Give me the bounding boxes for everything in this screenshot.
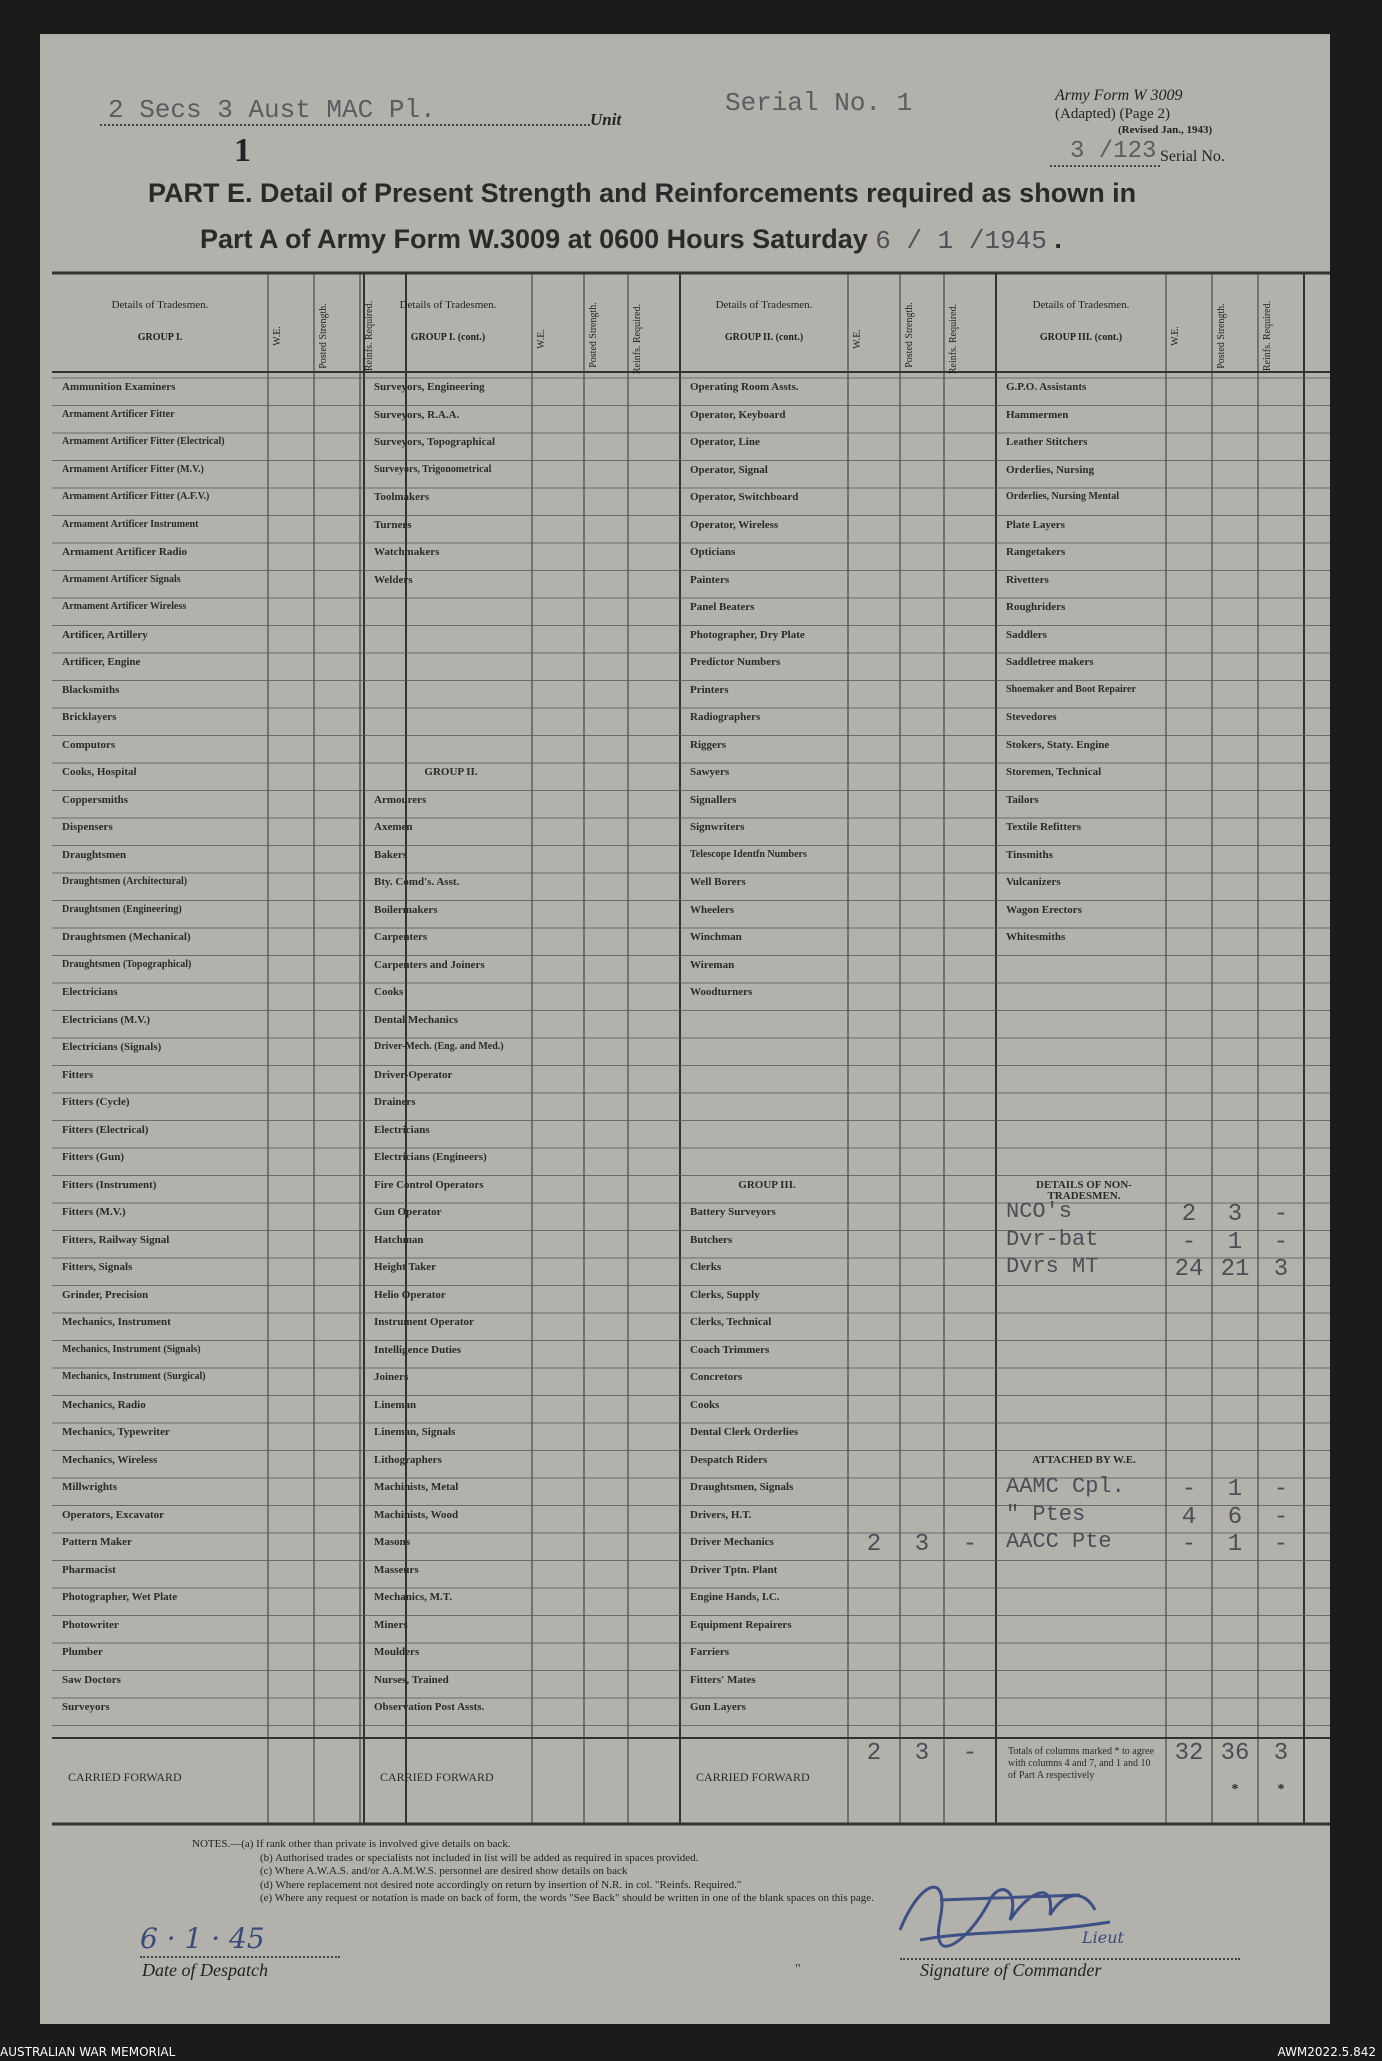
trade-row-label: Surveyors, Trigonometrical (374, 463, 492, 475)
trade-row-label: Mechanics, Instrument (62, 1316, 171, 1328)
trade-row-label: Clerks, Technical (690, 1316, 772, 1328)
trade-row-label: Observation Post Assts. (374, 1701, 485, 1713)
archive-left: AUSTRALIAN WAR MEMORIAL (0, 2045, 176, 2059)
trade-row-label: Driver Tptn. Plant (690, 1563, 778, 1576)
trade-row-label: Stevedores (1006, 711, 1057, 723)
trade-row-label: Armament Artificer Radio (62, 546, 188, 558)
trade-row-label: Draughtsmen (Topographical) (62, 958, 192, 970)
trade-row-label: Draughtsmen, Signals (690, 1481, 794, 1493)
trade-row-label: Driver-Operator (374, 1068, 453, 1081)
form-revised: (Revised Jan., 1943) (1118, 124, 1213, 136)
trade-row-label: Plumber (62, 1646, 103, 1658)
trade-row-label: Armament Artificer Wireless (62, 601, 187, 612)
trade-row-label: Roughriders (1006, 601, 1066, 613)
trade-row-label: Surveyors, Topographical (374, 436, 496, 448)
value-dvrs_mt-we: 24 (1174, 1256, 1204, 1283)
trade-row-label: Fitters (62, 1068, 94, 1081)
form-name: Army Form W 3009 (1055, 87, 1183, 104)
trade-row-label: Masons (374, 1536, 411, 1548)
trade-row-label: Despatch Riders (690, 1453, 768, 1466)
trade-row-label: Saddlers (1006, 628, 1047, 641)
value-carried-forward-g3-reinfs: - (962, 1740, 978, 1767)
value-dvrs_mt-posted: 21 (1220, 1256, 1250, 1283)
trade-row-label: Clerks, Supply (690, 1288, 760, 1301)
trade-row-label: Pattern Maker (62, 1536, 132, 1548)
trade-row-label: Signwriters (690, 821, 745, 833)
column-header-reinfs: Reinfs. Required. (948, 303, 959, 375)
trade-row-label: Armament Artificer Fitter (Electrical) (62, 436, 225, 447)
column-header-group: GROUP III. (cont.) (1039, 332, 1123, 343)
value-aamc_cpl-reinfs: - (1273, 1476, 1289, 1503)
note-a: NOTES.—(a) If rank other than private is involved give details on back. (192, 1838, 511, 1850)
trade-row-label: Machinists, Wood (374, 1508, 459, 1521)
trade-row-label: AACC Pte (1006, 1529, 1112, 1554)
trade-row-label: Instrument Operator (374, 1316, 474, 1328)
trade-row-label: Mechanics, Radio (62, 1398, 146, 1411)
trade-row-label: Draughtsmen (62, 848, 127, 861)
trade-row-label: Surveyors, R.A.A. (374, 408, 460, 421)
trade-row-label: Mechanics, Typewriter (62, 1426, 170, 1438)
trade-row-label: Fitters (Instrument) (62, 1178, 157, 1191)
value-carried-forward-g3-we: 2 (866, 1740, 882, 1767)
trade-row-label: Armament Artificer Fitter (62, 408, 175, 420)
trade-row-label: Leather Stitchers (1006, 436, 1088, 448)
value-dvr_bat-posted: 1 (1227, 1228, 1243, 1256)
trade-row-label: Wheelers (690, 903, 734, 916)
despatch-dotted-line (140, 1956, 340, 1958)
trade-row-label: Saddletree makers (1006, 656, 1094, 668)
trade-row-label: " Ptes (1006, 1501, 1086, 1527)
trade-row-label: Dispensers (62, 821, 113, 833)
value-aacc_pte-we: - (1181, 1531, 1197, 1558)
note-b: (b) Authorised trades or specialists not included in list will be added as required in spaces provided. (260, 1851, 699, 1864)
trade-row-label: Electricians (Engineers) (374, 1151, 487, 1163)
trade-row-label: Bakers (374, 848, 407, 861)
column-header-reinfs: Reinfs. Required. (1262, 300, 1273, 372)
column-header-posted: Posted Strength. (1216, 303, 1227, 369)
trade-row-label: Blacksmiths (62, 683, 120, 696)
signature-rank: Lieut (1082, 1928, 1124, 1947)
trade-row-label: Cooks, Hospital (62, 766, 137, 778)
trade-row-label: Hatchman (374, 1233, 424, 1246)
trade-row-label: Painters (690, 573, 730, 586)
trade-row-label: Driver Mechanics (690, 1536, 774, 1548)
trade-row-label: Electricians (374, 1123, 430, 1136)
trade-row-label: Dental Mechanics (374, 1013, 459, 1026)
column-header-we: W.E. (272, 326, 283, 346)
column-header-reinfs: Reinfs. Required. (364, 300, 375, 372)
trade-row-label: Ammunition Examiners (62, 381, 176, 393)
serial-value: 3 /123 (1070, 138, 1157, 165)
trade-row-label: Nurses, Trained (374, 1673, 449, 1686)
trade-row-label: Electricians (Signals) (62, 1041, 162, 1053)
trade-row-label: Well Borers (690, 876, 746, 888)
trade-row-label: Equipment Repairers (690, 1618, 792, 1631)
trade-row-label: Printers (690, 683, 729, 696)
trade-row-label: Axemen (374, 821, 413, 833)
column-header-reinfs: Reinfs. Required. (632, 303, 643, 375)
trade-row-label: Rivetters (1006, 573, 1049, 586)
trade-row-label: Watchmakers (374, 546, 440, 558)
trade-row-label: Artificer, Engine (62, 656, 141, 668)
trade-row-label: Turners (374, 518, 412, 531)
trade-row-label: Textile Refitters (1006, 821, 1082, 833)
trade-row-label: Vulcanizers (1006, 876, 1061, 888)
trade-row-label: Plate Layers (1006, 518, 1065, 531)
trade-row-label: Drainers (374, 1096, 416, 1108)
value-ncos-posted: 3 (1227, 1201, 1243, 1228)
trade-row-label: Panel Beaters (690, 601, 755, 613)
despatch-label: Date of Despatch (142, 1960, 268, 1980)
trade-row-label: Operator, Switchboard (690, 491, 799, 503)
trade-row-label: Mechanics, M.T. (374, 1591, 453, 1603)
trade-row-label: Stokers, Staty. Engine (1006, 738, 1110, 751)
totals-note: Totals of columns marked * to agree with columns 4 and 7, and 1 and 10 of Part A respectively (1008, 1746, 1154, 1781)
trade-row-label: G.P.O. Assistants (1006, 381, 1087, 393)
trade-row-label: Carpenters and Joiners (374, 958, 485, 971)
trade-row-label: Coach Trimmers (690, 1343, 770, 1356)
value-driver-mechanics-posted: 3 (914, 1531, 930, 1558)
column-header-group: GROUP II. (cont.) (724, 332, 804, 343)
column-header-posted: Posted Strength. (904, 302, 915, 368)
trade-row-label: Electricians (62, 986, 118, 998)
signature-label: Signature of Commander (920, 1960, 1102, 1980)
trade-row-label: Signallers (690, 793, 737, 806)
trade-row-label: Fitters, Signals (62, 1261, 133, 1273)
trade-row-label: Boilermakers (374, 903, 438, 916)
value-ptes-reinfs: - (1273, 1503, 1289, 1531)
trade-row-label: ATTACHED BY W.E. (1032, 1453, 1136, 1466)
trade-row-label: Wagon Erectors (1006, 903, 1082, 916)
trade-row-label: AAMC Cpl. (1006, 1474, 1125, 1499)
trade-row-label: Draughtsmen (Architectural) (62, 876, 188, 887)
trade-row-label: Gun Operator (374, 1206, 442, 1218)
trade-row-label: Fitters (Cycle) (62, 1096, 130, 1108)
unit-value: 2 Secs 3 Aust MAC Pl. (108, 95, 436, 125)
column-header-details: Details of Tradesmen. (1032, 299, 1130, 311)
trade-row-label: Storemen, Technical (1006, 766, 1102, 778)
trade-row-label: Woodturners (690, 986, 753, 998)
trade-row-label: Radiographers (690, 711, 761, 723)
carried-forward-label: CARRIED FORWARD (380, 1770, 494, 1784)
trade-row-label: Miners (374, 1618, 408, 1631)
trade-row-label: Draughtsmen (Engineering) (62, 903, 182, 915)
trade-row-label: GROUP II. (424, 766, 478, 778)
title-date: 6 / 1 /1945 (875, 226, 1047, 256)
value-aacc_pte-reinfs: - (1273, 1531, 1289, 1558)
trade-row-label: Moulders (374, 1646, 420, 1658)
column-header-details: Details of Tradesmen. (111, 299, 209, 311)
trade-row-label: Opticians (690, 546, 736, 558)
trade-row-label: Operating Room Assts. (690, 381, 799, 393)
trade-row-label: DETAILS OF NON-TRADESMEN. (1036, 1178, 1132, 1202)
trade-row-label: Photowriter (62, 1618, 119, 1631)
column-header-posted: Posted Strength. (588, 302, 599, 368)
value-driver-mechanics-we: 2 (866, 1531, 882, 1558)
trade-row-label: Fitters (Electrical) (62, 1123, 149, 1136)
trade-row-label: Telescope Identfn Numbers (690, 848, 807, 860)
form-adapted: (Adapted) (Page 2) (1055, 106, 1170, 122)
form-title-line1: PART E. Detail of Present Strength and Reinforcements required as shown in (148, 178, 1137, 208)
trade-row-label: Driver-Mech. (Eng. and Med.) (374, 1041, 504, 1052)
trade-row-label: Grinder, Precision (62, 1288, 149, 1301)
trade-row-label: Electricians (M.V.) (62, 1013, 151, 1026)
trade-row-label: Carpenters (374, 931, 428, 943)
trade-row-label: Mechanics, Wireless (62, 1453, 158, 1466)
trade-row-label: Armament Artificer Fitter (A.F.V.) (62, 491, 210, 502)
trade-row-label: Engine Hands, I.C. (690, 1591, 780, 1603)
note-d: (d) Where replacement not desired note accordingly on return by insertion of N.R. in col. "Reinfs. Required." (260, 1878, 742, 1891)
trade-row-label: Clerks (690, 1261, 722, 1273)
trade-row-label: Millwrights (62, 1481, 117, 1493)
archive-right: AWM2022.5.842 (1277, 2045, 1376, 2059)
trade-row-label: Joiners (374, 1371, 409, 1383)
serial-typed: Serial No. 1 (725, 88, 913, 118)
note-e: (e) Where any request or notation is made on back of form, the words "See Back" should be written in one of the blank spaces on this page. (260, 1892, 874, 1904)
trade-row-label: Sawyers (690, 766, 730, 778)
trade-row-label: Drivers, H.T. (690, 1508, 752, 1521)
trade-row-label: Intelligence Duties (374, 1343, 462, 1356)
unit-label: Unit (590, 110, 622, 129)
notes-block (192, 1838, 874, 1906)
trade-row-label: Cooks (374, 986, 404, 998)
trade-row-label: Wireman (690, 958, 735, 971)
trade-row-label: Masseurs (374, 1563, 419, 1576)
column-header-we: W.E. (536, 329, 547, 349)
trade-row-label: Pharmacist (62, 1563, 116, 1576)
trade-row-label: Welders (374, 573, 413, 586)
trade-row-label: Mechanics, Instrument (Surgical) (62, 1371, 206, 1382)
trade-row-label: Orderlies, Nursing (1006, 463, 1094, 476)
trade-row-label: Cooks (690, 1398, 720, 1411)
trade-row-label: Lineman (374, 1398, 417, 1411)
trade-row-label: Battery Surveyors (690, 1206, 776, 1218)
middle-mark: " (795, 1962, 801, 1977)
totals-posted-mark: * (1231, 1782, 1239, 1797)
trade-row-label: Whitesmiths (1006, 931, 1066, 943)
trade-row-label: Dvrs MT (1006, 1254, 1099, 1279)
trade-row-label: Tinsmiths (1006, 848, 1053, 861)
carried-forward-label: CARRIED FORWARD (68, 1770, 182, 1784)
trade-row-label: Dvr-bat (1006, 1226, 1099, 1252)
trade-row-label: Surveyors (62, 1701, 110, 1713)
trade-row-label: Mechanics, Instrument (Signals) (62, 1343, 201, 1355)
trade-row-label: Fitters' Mates (690, 1673, 756, 1686)
trade-row-label: Armament Artificer Signals (62, 573, 181, 585)
title-suffix: . (1054, 224, 1062, 254)
value-aamc_cpl-we: - (1181, 1476, 1197, 1503)
despatch-date: 6 · 1 · 45 (140, 1922, 265, 1955)
value-totals-we: 32 (1174, 1740, 1204, 1767)
value-driver-mechanics-reinfs: - (962, 1531, 978, 1558)
trade-row-label: Surveyors, Engineering (374, 381, 485, 393)
trade-row-label: Concretors (690, 1371, 743, 1383)
column-header-details: Details of Tradesmen. (715, 299, 813, 311)
trade-row-label: Photographer, Dry Plate (690, 628, 805, 641)
value-totals-posted: 36 (1220, 1740, 1250, 1767)
trade-row-label: Height Taker (374, 1261, 437, 1273)
trade-row-label: Riggers (690, 738, 727, 751)
trade-row-label: Dental Clerk Orderlies (690, 1426, 799, 1438)
column-header-posted: Posted Strength. (318, 303, 329, 369)
trade-row-label: Lineman, Signals (374, 1426, 456, 1438)
column-header-details: Details of Tradesmen. (399, 299, 497, 311)
trade-row-label: Operators, Excavator (62, 1508, 165, 1521)
trade-row-label: Fitters (Gun) (62, 1151, 125, 1163)
trade-row-label: Rangetakers (1006, 546, 1066, 558)
column-header-group: GROUP I. (137, 332, 183, 343)
trade-row-label: Lithographers (374, 1453, 442, 1466)
value-carried-forward-g3-posted: 3 (914, 1740, 930, 1767)
trade-row-label: Operator, Line (690, 436, 760, 448)
serial-label: Serial No. (1160, 148, 1225, 165)
trade-row-label: Farriers (690, 1646, 730, 1658)
trade-row-label: Coppersmiths (62, 793, 129, 806)
trade-row-label: Bricklayers (62, 711, 117, 723)
trade-row-label: Tailors (1006, 793, 1039, 806)
trade-row-label: GROUP III. (738, 1178, 796, 1191)
trade-row-label: Fire Control Operators (374, 1178, 484, 1191)
trade-row-label: Computors (62, 738, 116, 751)
trade-row-label: Draughtsmen (Mechanical) (62, 931, 191, 943)
trade-row-label: Operator, Keyboard (690, 408, 786, 421)
totals-reinfs-mark: * (1277, 1782, 1285, 1797)
trade-row-label: Bty. Comd's. Asst. (374, 876, 460, 888)
value-totals-reinfs: 3 (1273, 1740, 1289, 1767)
trade-row-label: Gun Layers (690, 1701, 746, 1713)
trade-row-label: Operator, Wireless (690, 518, 779, 531)
trade-row-label: Armament Artificer Instrument (62, 518, 199, 530)
value-ptes-posted: 6 (1227, 1503, 1243, 1531)
value-dvr_bat-reinfs: - (1273, 1228, 1289, 1256)
trade-row-label: Shoemaker and Boot Repairer (1006, 683, 1136, 695)
note-c: (c) Where A.W.A.S. and/or A.A.M.W.S. personnel are desired show details on back (260, 1865, 628, 1877)
trade-row-label: Butchers (690, 1233, 733, 1246)
trade-row-label: Orderlies, Nursing Mental (1006, 491, 1120, 502)
trade-row-label: Photographer, Wet Plate (62, 1591, 178, 1603)
value-aamc_cpl-posted: 1 (1227, 1476, 1243, 1503)
trade-row-label: Operator, Signal (690, 463, 768, 476)
value-dvr_bat-we: - (1181, 1228, 1197, 1256)
carried-forward-label: CARRIED FORWARD (696, 1770, 810, 1784)
trade-row-label: Winchman (690, 931, 742, 943)
value-ncos-reinfs: - (1273, 1201, 1289, 1228)
trade-row-label: Predictor Numbers (690, 656, 781, 668)
trade-row-label: Saw Doctors (62, 1673, 121, 1686)
margin-mark: 1 (234, 132, 251, 169)
value-ncos-we: 2 (1181, 1201, 1197, 1228)
value-aacc_pte-posted: 1 (1227, 1531, 1243, 1558)
column-header-we: W.E. (852, 329, 863, 349)
trade-row-label: Armament Artificer Fitter (M.V.) (62, 463, 204, 475)
value-ptes-we: 4 (1181, 1503, 1197, 1531)
trade-row-label: Armourers (374, 793, 427, 806)
trade-row-label: Artificer, Artillery (62, 628, 148, 641)
title-line2-prefix: Part A of Army Form W.3009 at 0600 Hours Saturday (200, 224, 868, 254)
trade-row-label: Helio Operator (374, 1288, 446, 1301)
trade-row-label: Fitters (M.V.) (62, 1206, 126, 1218)
trade-row-label: Machinists, Metal (374, 1481, 459, 1493)
column-header-we: W.E. (1170, 326, 1181, 346)
trade-row-label: Toolmakers (374, 491, 430, 503)
column-header-group: GROUP I. (cont.) (410, 332, 486, 343)
trade-row-label: Hammermen (1006, 408, 1069, 421)
value-dvrs_mt-reinfs: 3 (1273, 1256, 1289, 1283)
trade-row-label: NCO's (1006, 1199, 1073, 1224)
trade-row-label: Fitters, Railway Signal (62, 1233, 170, 1246)
